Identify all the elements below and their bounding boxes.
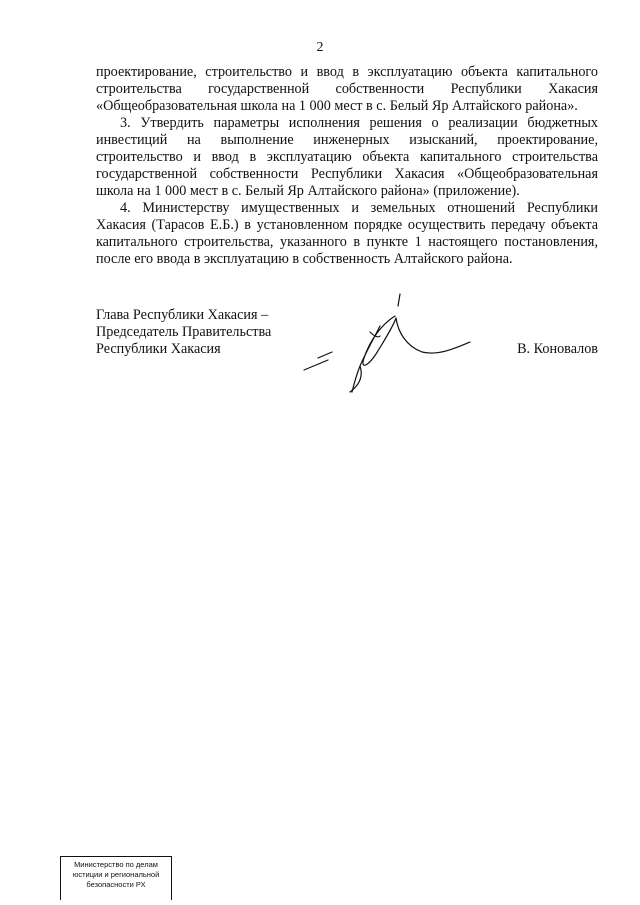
paragraph-item-4: 4. Министерству имущественных и земельных отношений Республики Хакасия (Тарасов Е.Б.) в установленном порядке осуществить передачу объекта капитального строительства, указанного в пункте 1 настоящего постановления, после его ввода в эксплуатацию в собственность Алтайского района. — [96, 200, 598, 267]
signatory-name: В. Коновалов — [517, 341, 598, 357]
registration-stamp — [60, 856, 172, 900]
paragraph-item-3: 3. Утвердить параметры исполнения решения о реализации бюджетных инвестиций на выполнение инженерных изысканий, проектирование, строительство и ввод в эксплуатацию объекта капитального строительства государственной собственности Республики Хакасия «Общеобразовательная школа на 1 000 мест в с. Белый Яр Алтайского района» (приложение). — [96, 115, 598, 199]
stamp-line: Министерство по делам — [74, 860, 158, 869]
stamp-line: безопасности РХ — [86, 880, 146, 889]
signatory-title-line: Республики Хакасия — [96, 341, 221, 357]
handwritten-signature — [290, 288, 490, 398]
document-body — [96, 64, 598, 268]
stamp-line: юстиции и региональной — [72, 870, 160, 879]
signatory-title — [96, 307, 271, 358]
paragraph-continuation: проектирование, строительство и ввод в эксплуатацию объекта капитального строительства государственной собственности Республики Хакасия «Общеобразовательная школа на 1 000 мест в с. Белый Яр Алтайского района». — [96, 64, 598, 114]
page-number: 2 — [316, 40, 324, 55]
signatory-title-line: Председатель Правительства — [96, 324, 272, 340]
signatory-title-line: Глава Республики Хакасия – — [96, 307, 269, 323]
